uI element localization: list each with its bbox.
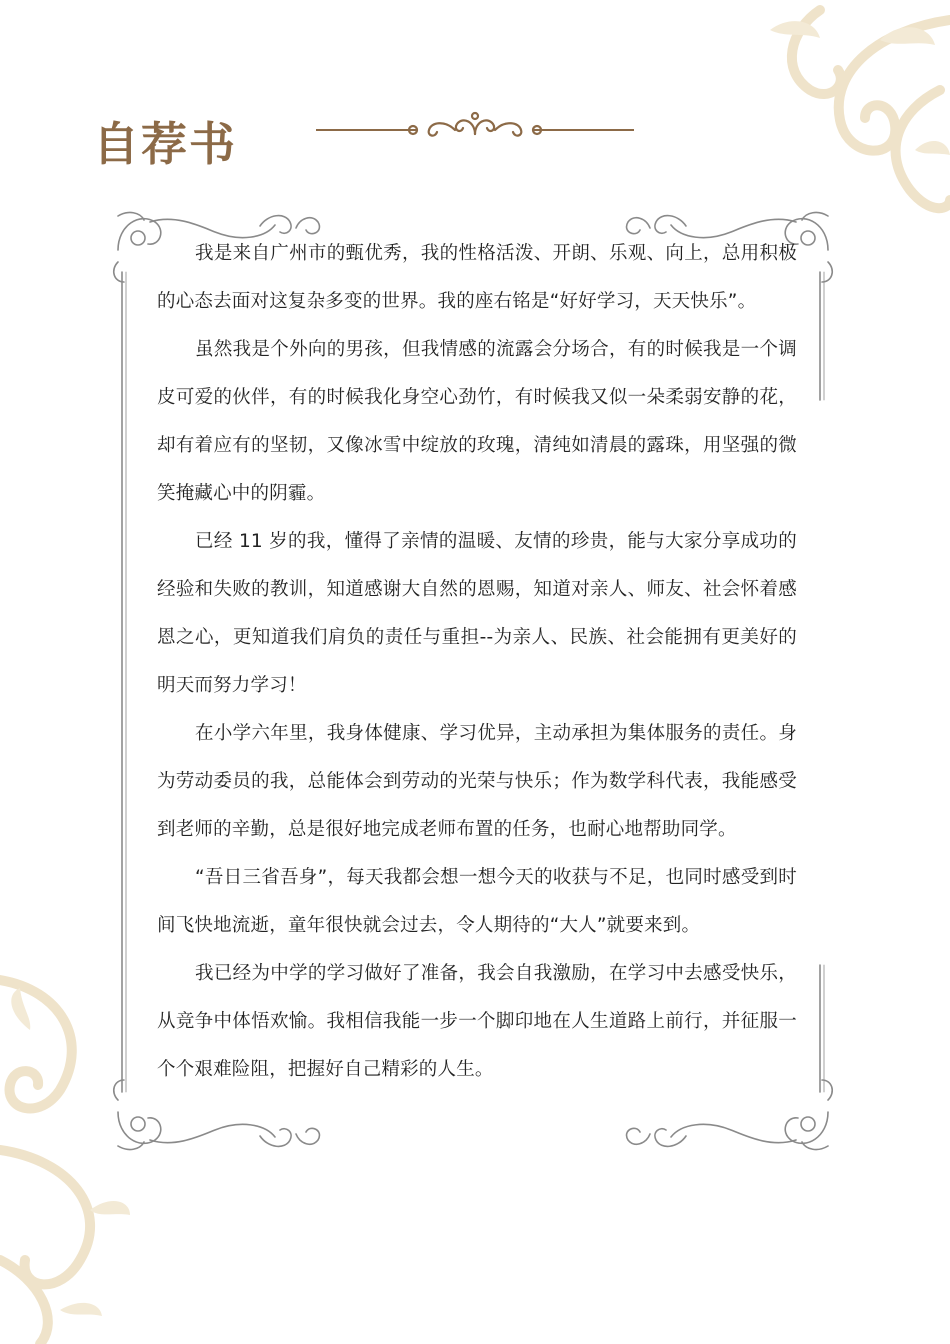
- paragraph-4: 在小学六年里，我身体健康、学习优异，主动承担为集体服务的责任。身为劳动委员的我，总能体会到劳动的光荣与快乐；作为数学科代表，我能感受到老师的辛勤，总是很好地完成老师布置的任务，也耐心地帮助同学。: [157, 723, 797, 840]
- paragraph-5: “吾日三省吾身”，每天我都会想一想今天的收获与不足，也同时感受到时间飞快地流逝，童年很快就会过去，令人期待的“大人”就要来到。: [157, 867, 797, 936]
- paragraph-2: 虽然我是个外向的男孩，但我情感的流露会分场合，有的时候我是一个调皮可爱的伙伴，有的时候我化身空心劲竹，有时候我又似一朵柔弱安静的花，却有着应有的坚韧，又像冰雪中绽放的玫瑰，清纯如清晨的露珠，用坚强的微笑掩藏心中的阴霾。: [157, 339, 797, 504]
- page-title: 自荐书: [93, 117, 237, 171]
- paragraph-3: 已经 11 岁的我，懂得了亲情的温暖、友情的珍贵，能与大家分享成功的经验和失败的教训，知道感谢大自然的恩赐，知道对亲人、师友、社会怀着感恩之心，更知道我们肩负的责任与重担--为亲人、民族、社会能拥有更美好的明天而努力学习！: [157, 531, 797, 696]
- letter-body: [157, 230, 797, 1094]
- paragraph-1: 我是来自广州市的甄优秀，我的性格活泼、开朗、乐观、向上，总用积极的心态去面对这复杂多变的世界。我的座右铭是“好好学习，天天快乐”。: [157, 243, 797, 312]
- paragraph-6: 我已经为中学的学习做好了准备，我会自我激励，在学习中去感受快乐，从竞争中体悟欢愉。我相信我能一步一个脚印地在人生道路上前行，并征服一个个艰难险阻，把握好自己精彩的人生。: [157, 963, 797, 1080]
